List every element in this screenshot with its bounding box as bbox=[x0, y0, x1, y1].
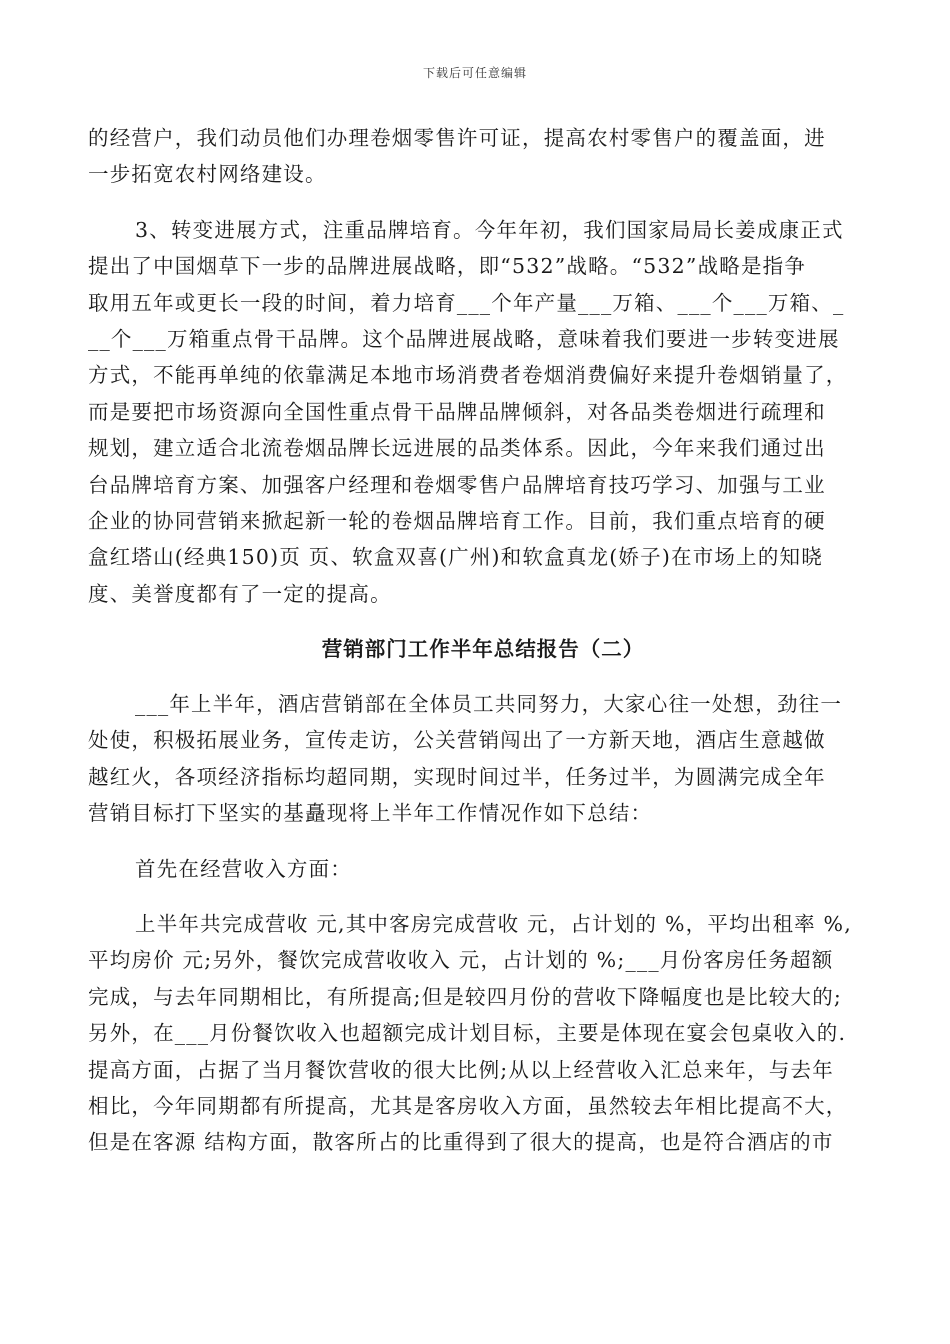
text-line: ___年上半年，酒店营销部在全体员工共同努力，大家心往一处想，劲往一 bbox=[135, 692, 843, 717]
text-line: 完成，与去年同期相比，有所提高;但是较四月份的营收下降幅度也是比较大的; bbox=[88, 984, 843, 1009]
paragraph-5 bbox=[88, 906, 878, 1161]
text-line: 提高方面，占据了当月餐饮营收的很大比例;从以上经营收入汇总来年，与去年 bbox=[88, 1057, 834, 1082]
text-line: 上半年共完成营收 元,其中客房完成营收 元，占计划的 %，平均出租率 %, bbox=[135, 912, 852, 937]
text-line: 一步拓宽农村网络建设。 bbox=[88, 162, 327, 187]
text-line: 取用五年或更长一段的时间，着力培育___个年产量___万箱、___个___万箱、_ bbox=[88, 290, 845, 315]
page-header: 下载后可任意编辑 bbox=[422, 66, 527, 80]
text-line: 营销目标打下坚实的基矗现将上半年工作情况作如下总结： bbox=[88, 801, 653, 826]
text-line: 越红火，各项经济指标均超同期，实现时间过半，任务过半，为圆满完成全年 bbox=[88, 764, 826, 789]
text-line: 另外，在___月份餐饮收入也超额完成计划目标，主要是体现在宴会包桌收入的. bbox=[88, 1021, 847, 1046]
text-line: 度、美誉度都有了一定的提高。 bbox=[88, 581, 392, 606]
text-line: 台品牌培育方案、加强客户经理和卷烟零售户品牌培育技巧学习、加强与工业 bbox=[88, 472, 826, 497]
text-line: 盒红塔山(经典150)页 页、软盒双喜(广州)和软盒真龙(娇子)在市场上的知晓 bbox=[88, 545, 823, 570]
text-line: 平均房价 元;另外，餐饮完成营收收入 元，占计划的 %;___月份客房任务超额 bbox=[88, 948, 834, 973]
text-line: 企业的协同营销来掀起新一轮的卷烟品牌培育工作。目前，我们重点培育的硬 bbox=[88, 508, 826, 533]
text-line: __个___万箱重点骨干品牌。这个品牌进展战略，意味着我们要进一步转变进展 bbox=[88, 326, 840, 351]
text-line: 而是要把市场资源向全国性重点骨干品牌品牌倾斜，对各品类卷烟进行疏理和 bbox=[88, 399, 826, 424]
text-line: 方式，不能再单纯的依靠满足本地市场消费者卷烟消费偏好来提升卷烟销量了， bbox=[88, 363, 848, 388]
paragraph-gap bbox=[88, 193, 878, 212]
section-heading: 营销部门工作半年总结报告（二） bbox=[321, 637, 645, 662]
paragraph-3 bbox=[88, 686, 878, 832]
text-line: 首先在经营收入方面： bbox=[135, 856, 352, 881]
paragraph-1 bbox=[88, 120, 878, 193]
text-line: 相比，今年同期都有所提高，尤其是客房收入方面，虽然较去年相比提高不大， bbox=[88, 1093, 848, 1118]
text-line: 3、转变进展方式，注重品牌培育。今年年初，我们国家局局长姜成康正式 bbox=[135, 217, 844, 242]
text-line: 规划，建立适合北流卷烟品牌长远进展的品类体系。因此，今年来我们通过出 bbox=[88, 436, 826, 461]
paragraph-gap bbox=[88, 887, 878, 906]
document-body bbox=[88, 120, 878, 1161]
paragraph-4 bbox=[88, 851, 878, 887]
paragraph-2 bbox=[88, 212, 878, 612]
text-line: 提出了中国烟草下一步的品牌进展战略，即“532”战略。“532”战略是指争 bbox=[88, 254, 807, 279]
text-line: 的经营户，我们动员他们办理卷烟零售许可证，提高农村零售户的覆盖面，进 bbox=[88, 126, 826, 150]
paragraph-gap bbox=[88, 667, 878, 686]
paragraph-gap bbox=[88, 832, 878, 851]
paragraph-gap bbox=[88, 612, 878, 631]
text-line: 处使，积极拓展业务，宣传走访，公关营销闯出了一方新天地，酒店生意越做 bbox=[88, 728, 826, 753]
text-line: 但是在客源 结构方面，散客所占的比重得到了很大的提高，也是符合酒店的市 bbox=[88, 1130, 834, 1155]
